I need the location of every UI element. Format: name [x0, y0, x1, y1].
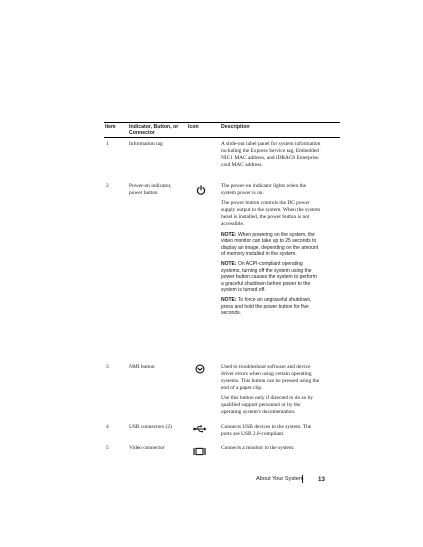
table-top-rule [104, 122, 340, 123]
row-2-paragraph-1: The power-on indicator lights when the system power is on. [221, 183, 307, 196]
note-text: When powering on the system, the video monitor can take up to 25 seconds to display an image, depending on the amount of memory installed in the system. [221, 231, 319, 258]
row-3-paragraph-1: Used to troubleshoot software and device driver errors when using certain operating systems. This button can be pressed using the end of a paper clip. [221, 364, 320, 391]
header-icon: Icon [188, 124, 199, 130]
header-indicator: Indicator, Button, or Connector [129, 124, 179, 136]
row-2-note-2 [221, 261, 321, 294]
note-text: On ACPI-compliant operating systems, turning off the system using the power button causes the system to perform a graceful shutdown before power to the system is turned off. [221, 261, 317, 294]
footer-divider [302, 475, 303, 483]
row-2-note-3 [221, 297, 321, 317]
row-3-paragraph-2: Use this button only if directed to do so by qualified support personnel or by the operating system's documentation. [221, 395, 314, 416]
header-item: Item [105, 124, 116, 130]
row-2-name: Power-on indicator, power button [129, 183, 172, 196]
row-4-paragraph-1: Connects USB devices to the system. The ports are USB 2.0-compliant. [221, 424, 312, 437]
row-2-number: 2 [106, 183, 109, 189]
footer-section-title: About Your System [256, 476, 304, 482]
row-1-description [221, 141, 321, 172]
note-text: To force an ungraceful shutdown, press and hold the power button for five seconds. [221, 297, 312, 317]
row-3-number: 3 [106, 364, 109, 370]
video-icon [193, 447, 206, 456]
page-number: 13 [318, 475, 325, 483]
row-2-description [221, 183, 321, 320]
row-4-description [221, 424, 321, 441]
note-label: NOTE: [221, 231, 237, 238]
row-1-number: 1 [106, 141, 109, 147]
row-4-name: USB connectors (2) [129, 424, 172, 430]
row-5-description [221, 445, 321, 456]
note-label: NOTE: [221, 297, 237, 304]
row-1-name: Information tag [129, 141, 163, 147]
row-4-number: 4 [106, 424, 109, 430]
row-2-paragraph-2: The power button controls the DC power supply output to the system. When the system bezel is installed, the power button is not accessible. [221, 200, 321, 228]
row-5-name: Video connector [129, 445, 165, 451]
row-5-paragraph-1: Connects a monitor to the system. [221, 445, 295, 451]
usb-icon [193, 425, 207, 433]
table-header-rule [104, 137, 340, 138]
nmi-icon [195, 364, 205, 374]
note-label: NOTE: [221, 261, 237, 268]
power-icon [196, 185, 206, 195]
row-3-name: NMI button [129, 364, 155, 370]
row-5-number: 5 [106, 445, 109, 451]
row-2-note-1 [221, 232, 321, 258]
row-3-description [221, 364, 321, 420]
row-1-paragraph-1: A slide-out label panel for system information including the Express Service tag, Embedded NIC1 MAC address, and iDRAC6 Enterprise card MAC address. [221, 141, 321, 168]
header-description: Description [221, 124, 250, 130]
